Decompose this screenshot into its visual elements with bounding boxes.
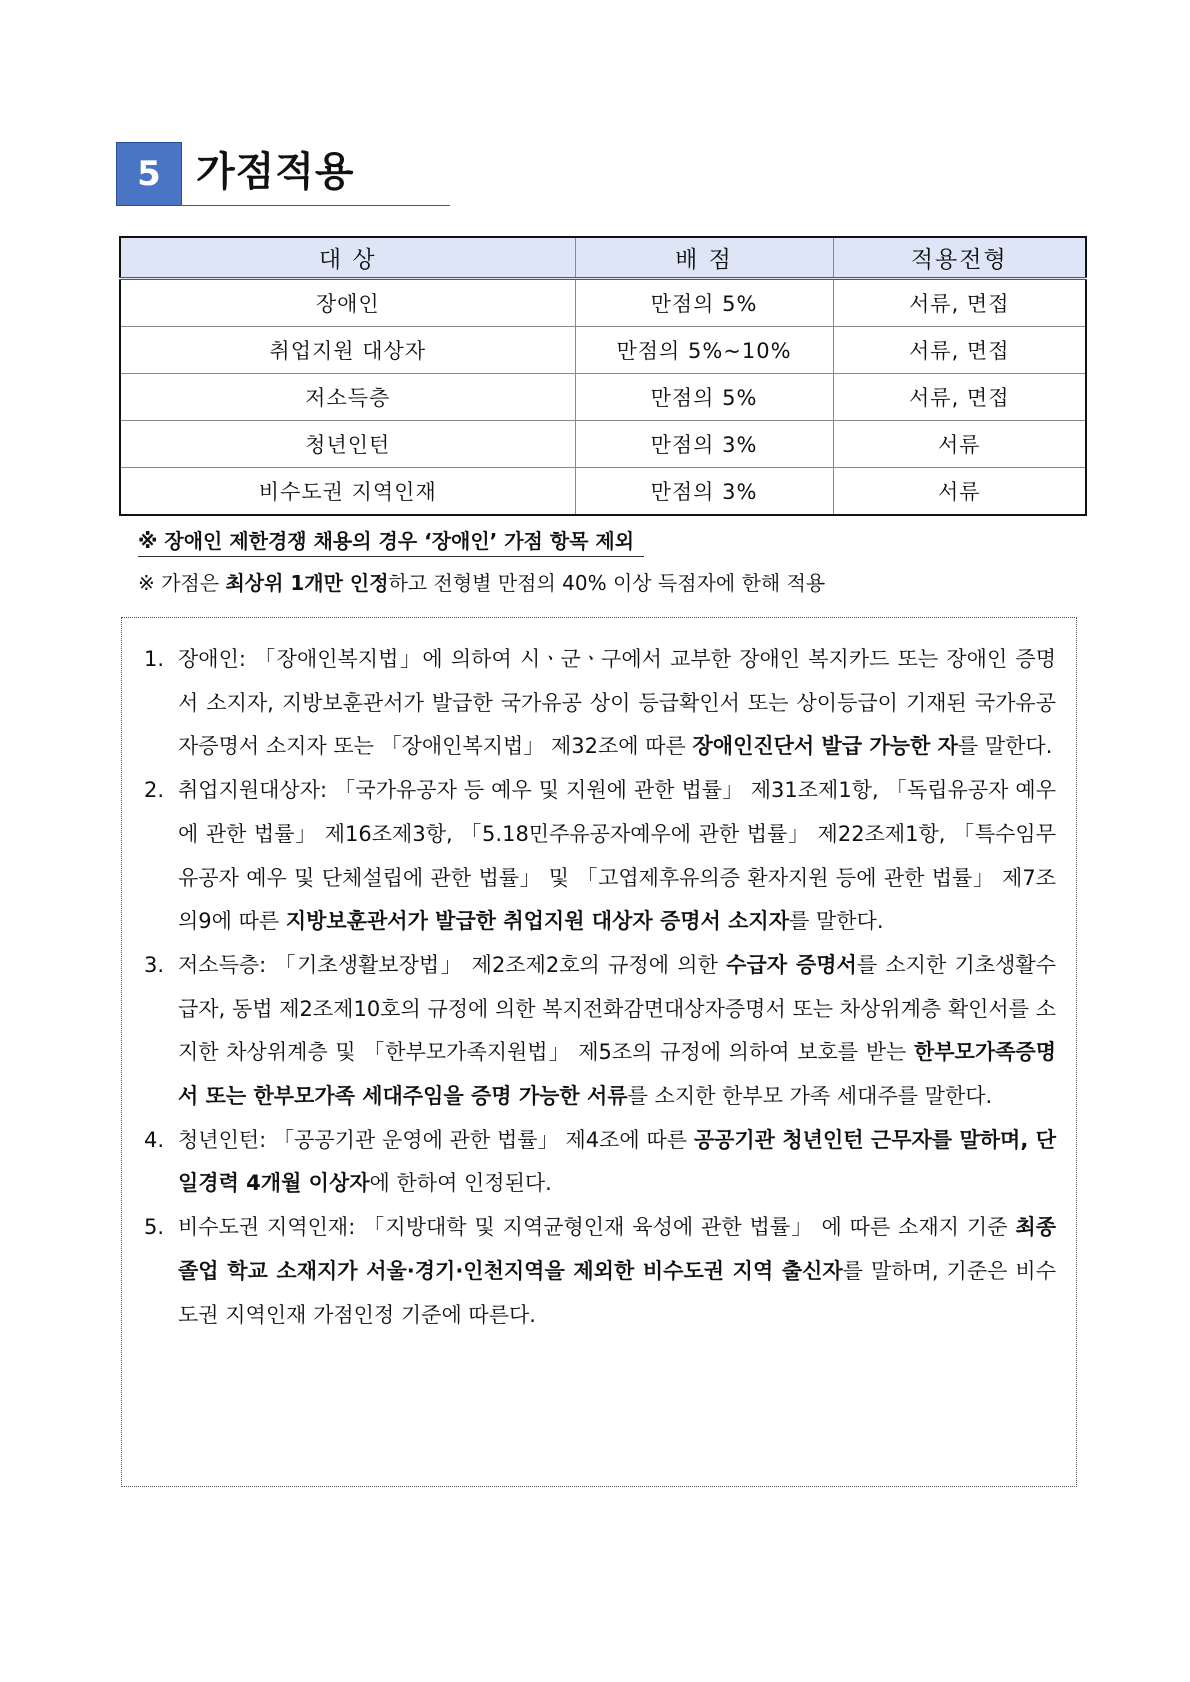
definition-item-disabled	[144, 638, 1056, 769]
section-underline	[180, 205, 450, 206]
definitions-box	[121, 617, 1077, 1487]
item-text: 비수도권 지역인재: 「지방대학 및 지역균형인재 육성에 관한 법률」 에 따른 소재지 기준	[178, 1215, 1016, 1240]
item-bold: 한부모가족증명서 또는 한부모가족 세대주임을 증명 가능한 서류	[178, 1040, 1056, 1109]
header-target: 대 상	[120, 237, 575, 279]
item-bold: 지방보훈관서가 발급한 취업지원 대상자 증명서 소지자	[285, 909, 789, 934]
table-row	[120, 468, 1086, 516]
cell-target: 저소득층	[120, 374, 575, 421]
item-bold: 수급자 증명서	[726, 952, 857, 977]
cell-points: 만점의 3%	[575, 421, 833, 468]
table-row	[120, 374, 1086, 421]
item-text: 를 말한다.	[789, 909, 884, 934]
cell-stage: 서류	[833, 421, 1086, 468]
section-number-badge: 5	[116, 142, 182, 206]
note-disability-exclusion: ※ 장애인 제한경쟁 채용의 경우 ‘장애인’ 가점 항목 제외	[138, 526, 644, 557]
item-number: 3.	[144, 952, 165, 977]
item-bold: 장애인진단서 발급 가능한 자	[692, 734, 958, 759]
cell-target: 장애인	[120, 279, 575, 327]
bonus-points-table	[119, 236, 1087, 516]
cell-points: 만점의 3%	[575, 468, 833, 516]
item-text: 저소득층: 「기초생활보장법」 제2조제2호의 규정에 의한	[178, 952, 727, 977]
note2-text-b: 하고 전형별 만점의 40% 이상 득점자에 한해 적용	[388, 571, 826, 595]
cell-stage: 서류, 면접	[833, 374, 1086, 421]
header-applied-stage: 적용전형	[833, 237, 1086, 279]
item-bold: 최종졸업 학교 소재지가 서울·경기·인천지역을 제외한 비수도권 지역 출신자	[178, 1215, 1056, 1283]
cell-stage: 서류, 면접	[833, 327, 1086, 374]
table-row	[120, 279, 1086, 327]
item-text: 청년인턴: 「공공기관 운영에 관한 법률」 제4조에 따른	[178, 1127, 694, 1152]
item-text: 에 한하여 인정된다.	[369, 1171, 552, 1196]
item-number: 4.	[144, 1127, 165, 1152]
note-highest-only	[138, 568, 825, 598]
note2-text-a: ※ 가점은	[138, 571, 226, 595]
table-row	[120, 421, 1086, 468]
definition-item-employment-support	[144, 769, 1056, 944]
cell-target: 청년인턴	[120, 421, 575, 468]
definition-item-low-income	[144, 944, 1056, 1119]
item-text: 를 소지한 기초생활수급자, 동법 제2조제10호의 규정에 의한 복지전화감면대상자증명서 또는 차상위계층 확인서를 소지한 차상위계층 및 「한부모가족지원법」 제5조의 규정에 의하여 보호를 받는	[178, 952, 1056, 1065]
definition-item-youth-intern	[144, 1119, 1056, 1206]
cell-points: 만점의 5%	[575, 279, 833, 327]
cell-stage: 서류, 면접	[833, 279, 1086, 327]
item-text: 취업지원대상자: 「국가유공자 등 예우 및 지원에 관한 법률」 제31조제1항, 「독립유공자 예우에 관한 법률」 제16조제3항, 「5.18민주유공자예우에 관한 법률」 제22조제1항, 「특수임무유공자 예우 및 단체설립에 관한 법률」 및 「고엽제후유의증 환자지원 등에 관한 법률」 제7조의9에 따른	[178, 778, 1056, 934]
item-number: 2.	[144, 778, 165, 803]
cell-target: 비수도권 지역인재	[120, 468, 575, 516]
cell-points: 만점의 5%~10%	[575, 327, 833, 374]
table-row	[120, 327, 1086, 374]
definitions-list	[144, 638, 1056, 1337]
note2-bold: 최상위 1개만 인정	[225, 571, 389, 595]
cell-stage: 서류	[833, 468, 1086, 516]
item-text: 를 소지한 한부모 가족 세대주를 말한다.	[627, 1084, 993, 1109]
section-title: 가점적용	[196, 149, 355, 195]
cell-target: 취업지원 대상자	[120, 327, 575, 374]
item-text: 장애인: 「장애인복지법」에 의하여 시ㆍ군ㆍ구에서 교부한 장애인 복지카드 또는 장애인 증명서 소지자, 지방보훈관서가 발급한 국가유공 상이 등급확인서 또는 상이등급이 기재된 국가유공자증명서 소지자 또는 「장애인복지법」 제32조에 따른	[178, 647, 1056, 759]
header-points: 배 점	[575, 237, 833, 279]
item-text: 를 말하며, 기준은 비수도권 지역인재 가점인정 기준에 따른다.	[178, 1258, 1056, 1327]
section-header	[116, 142, 450, 206]
table-header-row	[120, 237, 1086, 279]
item-number: 1.	[144, 647, 165, 671]
item-text: 를 말한다.	[957, 734, 1053, 759]
item-bold: 공공기관 청년인턴 근무자를 말하며, 단일경력 4개월 이상자	[178, 1127, 1056, 1196]
cell-points: 만점의 5%	[575, 374, 833, 421]
definition-item-regional-talent	[144, 1206, 1056, 1337]
item-number: 5.	[144, 1215, 165, 1240]
